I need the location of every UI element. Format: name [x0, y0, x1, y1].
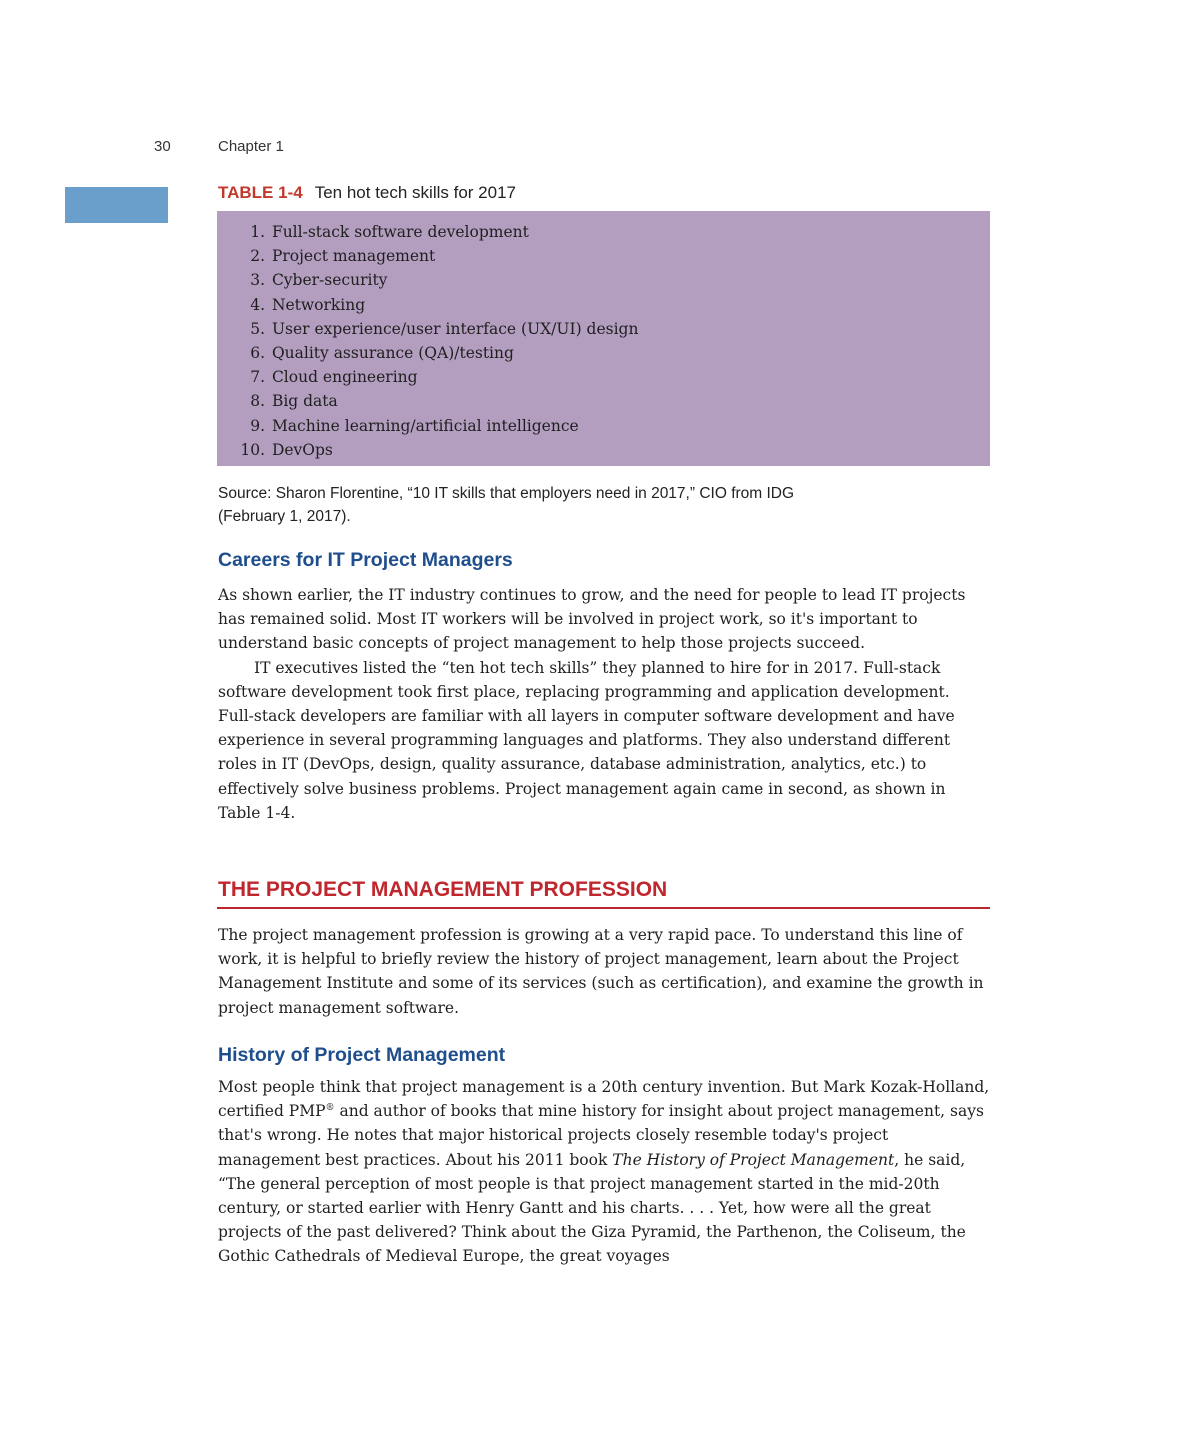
- margin-tab: [65, 187, 168, 223]
- profession-heading: THE PROJECT MANAGEMENT PROFESSION: [218, 878, 668, 901]
- history-heading: History of Project Management: [218, 1044, 506, 1066]
- heading-rule: [217, 907, 990, 909]
- profession-body: [218, 923, 990, 1020]
- list-item: 7. Cloud engineering: [250, 368, 418, 387]
- list-item: 10. DevOps: [240, 440, 333, 459]
- table-source-note: [218, 482, 918, 528]
- list-item: 3. Cyber-security: [250, 271, 388, 290]
- book-title: The History of Project Management: [612, 1150, 895, 1169]
- source-line-2: (February 1, 2017).: [218, 508, 351, 525]
- list-item: 6. Quality assurance (QA)/testing: [250, 344, 514, 363]
- list-item: 8. Big data: [250, 392, 338, 411]
- list-item: 2. Project management: [250, 247, 436, 266]
- careers-body: [218, 583, 990, 825]
- list-item: 1. Full-stack software development: [250, 223, 529, 241]
- careers-heading: Careers for IT Project Managers: [218, 549, 513, 571]
- chapter-label: Chapter 1: [218, 138, 284, 155]
- table-number: TABLE 1-4: [218, 183, 303, 202]
- list-item: 4. Networking: [250, 295, 366, 314]
- careers-paragraph-1: As shown earlier, the IT industry continues to grow, and the need for people to lead IT projects has remained solid. Most IT workers will be involved in project work, so it's important to understand basic concepts of project management to help those projects succeed.: [218, 586, 966, 653]
- page-number: 30: [154, 138, 171, 155]
- history-paragraph-1: Most people think that project management is a 20th century invention. But Mark Kozak-Holland, certified PMP® and author of books that mine history for insight about project management, says that's wrong. He notes that major historical projects closely resemble today's project management best practices. About his 2011 book The History of Project Management, he said, “The general perception of most people is that project management started in the mid-20th century, or started earlier with Henry Gantt and his charts. . . . Yet, how were all the great projects of the past delivered? Think about the Giza Pyramid, the Parthenon, the Coliseum, the Gothic Cathedrals of Medieval Europe, the great voyages: [218, 1078, 990, 1266]
- source-line-1: Source: Sharon Florentine, “10 IT skills that employers need in 2017,” CIO from IDG: [218, 485, 795, 502]
- history-body: [218, 1075, 990, 1269]
- table-caption: [218, 183, 516, 203]
- careers-paragraph-2: IT executives listed the “ten hot tech skills” they planned to hire for in 2017. Full-stack software development took first place, replacing programming and application development. Full-stack developers are familiar with all layers in computer software development and have experience in several programming languages and platforms. They also understand different roles in IT (DevOps, design, quality assurance, database administration, analytics, etc.) to effectively solve business problems. Project management again came in second, as shown in Table 1-4.: [218, 658, 955, 822]
- skills-list: [233, 220, 990, 462]
- list-item: 5. User experience/user interface (UX/UI) design: [250, 319, 639, 338]
- list-item: 9. Machine learning/artificial intelligence: [250, 416, 579, 435]
- profession-paragraph-1: The project management profession is growing at a very rapid pace. To understand this line of work, it is helpful to briefly review the history of project management, learn about the Project Management Institute and some of its services (such as certification), and examine the growth in project management software.: [218, 926, 984, 1017]
- table-title: Ten hot tech skills for 2017: [314, 183, 516, 202]
- skills-table: [217, 211, 990, 466]
